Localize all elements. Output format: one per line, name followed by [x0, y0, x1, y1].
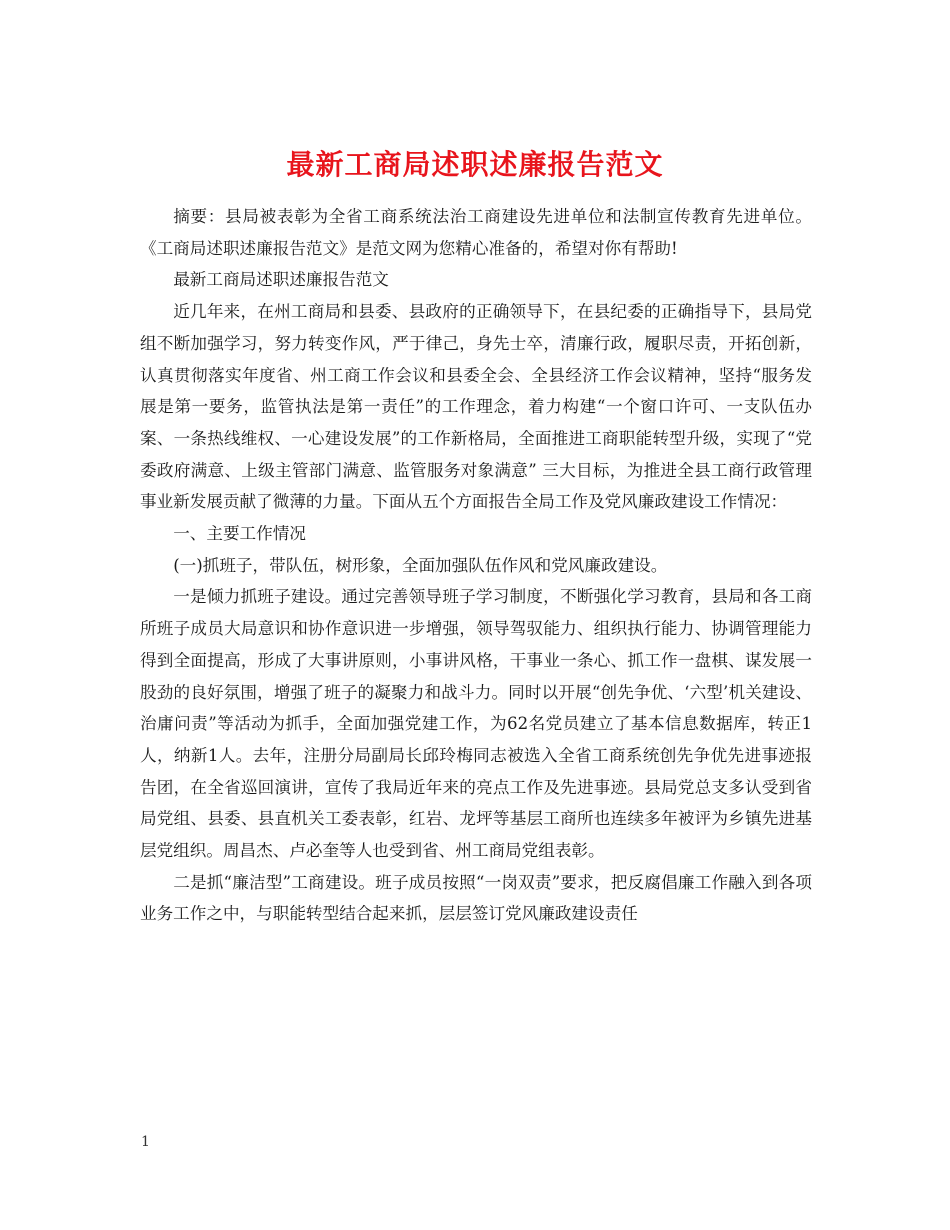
document-title: 最新工商局述职述廉报告范文: [286, 147, 664, 181]
intro-paragraph: 近几年来，在州工商局和县委、县政府的正确领导下，在县纪委的正确指导下，县局党组不断加强学习，努力转变作风，严于律己，身先士卒，清廉行政，履职尽责，开拓创新，认真贯彻落实年度省、州工商工作会议和县委全会、全县经济工作会议精神，坚持“服务发展是第一要务，监管执法是第一责任”的工作理念，着力构建“一个窗口许可、一支队伍办案、一条热线维权、一心建设发展”的工作新格局，全面推进工商职能转型升级，实现了“党委政府满意、上级主管部门满意、监管服务对象满意” 三大目标，为推进全县工商行政管理事业新发展贡献了微薄的力量。下面从五个方面报告全局工作及党风廉政建设工作情况：: [140, 302, 812, 512]
subtitle-paragraph: 最新工商局述职述廉报告范文: [173, 270, 389, 290]
body-paragraph: 一是倾力抓班子建设。通过完善领导班子学习制度，不断强化学习教育，县局和各工商所班子成员大局意识和协作意识进一步增强，领导驾驭能力、组织执行能力、协调管理能力得到全面提高，形成了大事讲原则，小事讲风格，干事业一条心、抓工作一盘棋、谋发展一股劲的良好氛围，增强了班子的凝聚力和战斗力。同时以开展“创先争优、‘六型’机关建设、治庸问责”等活动为抓手，全面加强党建工作，为62名党员建立了基本信息数据库，转正1人，纳新1人。去年，注册分局副局长邱玲梅同志被选入全省工商系统创先争优先进事迹报告团，在全省巡回演讲，宣传了我局近年来的亮点工作及先进事迹。县局党总支多认受到省局党组、县委、县直机关工委表彰，红岩、龙坪等基层工商所也连续多年被评为乡镇先进基层党组织。周昌杰、卢必奎等人也受到省、州工商局党组表彰。: [140, 587, 812, 861]
page-number: 1: [141, 1134, 150, 1150]
subsection-heading: (一)抓班子，带队伍，树形象，全面加强队伍作风和党风廉政建设。: [173, 555, 668, 575]
document-body: [140, 201, 812, 930]
abstract-paragraph: 摘要：县局被表彰为全省工商系统法治工商建设先进单位和法制宣传教育先进单位。《工商局述职述廉报告范文》是范文网为您精心准备的，希望对你有帮助!: [140, 207, 812, 258]
body-paragraph: 二是抓“廉洁型”工商建设。班子成员按照“一岗双责”要求，把反腐倡廉工作融入到各项业务工作之中，与职能转型结合起来抓，层层签订党风廉政建设责任: [140, 872, 812, 924]
section-heading: 一、主要工作情况: [173, 524, 306, 544]
